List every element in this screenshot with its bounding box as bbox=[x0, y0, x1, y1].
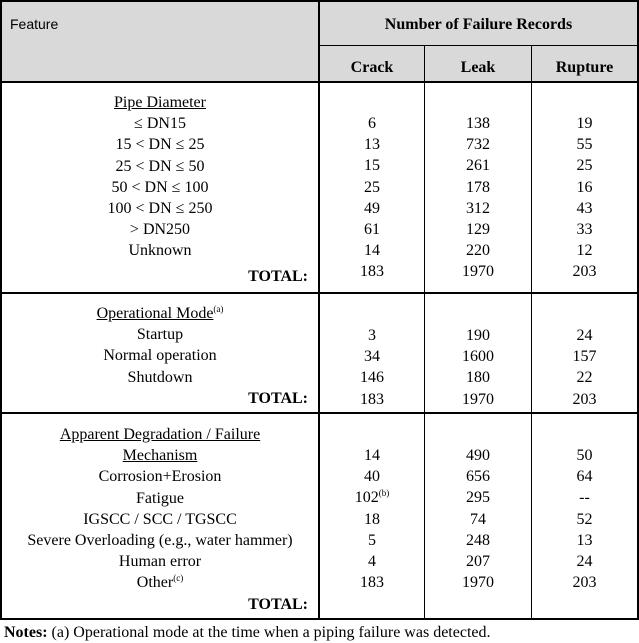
row-label: Other$^{(c)}$ bbox=[136, 573, 184, 592]
cell-leak: 1600 bbox=[462, 348, 494, 366]
row-label: 100 < DN ≤ 250 bbox=[107, 200, 213, 218]
section-labels bbox=[2, 424, 318, 594]
column-header-crack: Crack bbox=[350, 59, 394, 76]
total-label: TOTAL: bbox=[248, 390, 308, 407]
cell-rupture: 22 bbox=[576, 369, 593, 387]
leak-column bbox=[425, 325, 531, 410]
cell-rupture: 64 bbox=[576, 468, 593, 486]
total-rupture: 203 bbox=[572, 390, 597, 408]
footnote-marker: (a) bbox=[213, 304, 224, 314]
cell-leak: 190 bbox=[466, 327, 490, 344]
column-header-leak: Leak bbox=[460, 59, 496, 76]
cell-crack: 18 bbox=[364, 510, 380, 528]
column-header-rupture: Rupture bbox=[555, 59, 614, 76]
cell-leak: 180 bbox=[466, 369, 490, 387]
row-label: Fatigue bbox=[136, 489, 184, 507]
rupture-column bbox=[532, 445, 637, 593]
cell-crack: 6 bbox=[368, 115, 376, 132]
cell-leak: 220 bbox=[466, 242, 490, 260]
cell-crack: 15 bbox=[364, 157, 380, 175]
cell-rupture: 25 bbox=[576, 157, 593, 175]
row-label: Unknown bbox=[128, 242, 192, 260]
cell-crack: 14 bbox=[364, 242, 380, 260]
cell-leak: 138 bbox=[466, 115, 490, 132]
crack-column bbox=[320, 113, 424, 283]
cell-crack: 49 bbox=[364, 199, 380, 217]
section-heading: Operational Mode$^{(a)}$ bbox=[96, 304, 224, 322]
total-rupture: 203 bbox=[572, 263, 597, 281]
cell-rupture: 43 bbox=[576, 199, 593, 217]
row-label: Shutdown bbox=[127, 368, 193, 386]
cell-rupture: 52 bbox=[576, 510, 593, 528]
cell-leak: 295 bbox=[466, 489, 490, 507]
cell-rupture: 33 bbox=[576, 221, 593, 239]
cell-rupture: 19 bbox=[576, 115, 593, 132]
row-label: 50 < DN ≤ 100 bbox=[111, 178, 209, 196]
row-label: Human error bbox=[118, 553, 202, 571]
total-label: TOTAL: bbox=[248, 268, 308, 285]
cell-crack: 3 bbox=[368, 327, 376, 344]
cell-rupture: 12 bbox=[576, 242, 593, 260]
cell-crack: 34 bbox=[364, 348, 380, 366]
total-label: TOTAL: bbox=[248, 596, 308, 613]
section-heading: Mechanism bbox=[122, 447, 198, 465]
cell-leak: 178 bbox=[466, 178, 490, 196]
crack-column bbox=[320, 325, 424, 410]
total-leak: 1970 bbox=[462, 263, 494, 281]
cell-crack: 102$^{(b)}$ bbox=[354, 488, 390, 507]
section-labels bbox=[2, 92, 318, 262]
group-title: Number of Failure Records bbox=[384, 16, 573, 33]
cell-leak: 129 bbox=[466, 221, 490, 239]
total-rupture: 203 bbox=[572, 574, 597, 592]
cell-leak: 312 bbox=[466, 199, 490, 217]
total-crack: 183 bbox=[360, 263, 384, 281]
cell-rupture: 24 bbox=[576, 553, 593, 571]
cell-rupture: -- bbox=[579, 489, 590, 507]
row-label: Startup bbox=[136, 326, 184, 344]
rupture-column bbox=[532, 325, 637, 410]
section-labels bbox=[2, 303, 318, 388]
cell-leak: 656 bbox=[466, 468, 490, 486]
note-a: (a) Operational mode at the time when a piping failure was detected. bbox=[47, 624, 491, 641]
cell-leak: 74 bbox=[470, 510, 486, 528]
cell-rupture: 55 bbox=[576, 136, 593, 154]
footnote-marker: (c) bbox=[173, 573, 184, 584]
total-crack: 183 bbox=[360, 574, 384, 592]
cell-leak: 490 bbox=[466, 447, 490, 464]
cell-rupture: 24 bbox=[576, 327, 593, 344]
cell-leak: 207 bbox=[466, 553, 490, 571]
cell-crack: 146 bbox=[360, 369, 384, 387]
cell-crack: 61 bbox=[364, 221, 380, 239]
row-label: Severe Overloading (e.g., water hammer) bbox=[27, 532, 293, 550]
section-heading: Apparent Degradation / Failure bbox=[59, 426, 261, 443]
row-label: 15 < DN ≤ 25 bbox=[115, 136, 205, 154]
notes-prefix: Notes: bbox=[4, 624, 48, 641]
leak-column bbox=[425, 445, 531, 593]
total-leak: 1970 bbox=[462, 574, 494, 592]
total-crack: 183 bbox=[360, 390, 384, 408]
row-label: 25 < DN ≤ 50 bbox=[115, 157, 205, 175]
cell-crack: 4 bbox=[368, 553, 376, 571]
row-label: Corrosion+Erosion bbox=[98, 468, 222, 486]
cell-crack: 5 bbox=[368, 531, 376, 549]
crack-column bbox=[320, 445, 424, 593]
cell-crack: 40 bbox=[364, 468, 380, 486]
section-heading: Pipe Diameter bbox=[114, 94, 206, 111]
row-label: IGSCC / SCC / TGSCC bbox=[83, 510, 237, 528]
feature-header: Feature bbox=[10, 16, 59, 32]
footnote-marker: (b) bbox=[378, 488, 390, 499]
cell-rupture: 157 bbox=[572, 348, 597, 366]
row-label: ≤ DN15 bbox=[134, 115, 186, 133]
cell-crack: 25 bbox=[364, 178, 380, 196]
cell-leak: 261 bbox=[466, 157, 490, 175]
cell-leak: 248 bbox=[466, 531, 490, 549]
rupture-column bbox=[532, 113, 637, 283]
cell-crack: 13 bbox=[364, 136, 380, 154]
cell-leak: 732 bbox=[466, 136, 490, 154]
row-label: Normal operation bbox=[103, 347, 217, 365]
leak-column bbox=[425, 113, 531, 283]
cell-crack: 14 bbox=[364, 447, 380, 464]
cell-rupture: 13 bbox=[576, 531, 593, 549]
total-leak: 1970 bbox=[462, 390, 494, 408]
cell-rupture: 50 bbox=[576, 447, 593, 464]
cell-rupture: 16 bbox=[576, 178, 593, 196]
row-label: > DN250 bbox=[129, 221, 191, 239]
header-split-line bbox=[319, 45, 639, 46]
